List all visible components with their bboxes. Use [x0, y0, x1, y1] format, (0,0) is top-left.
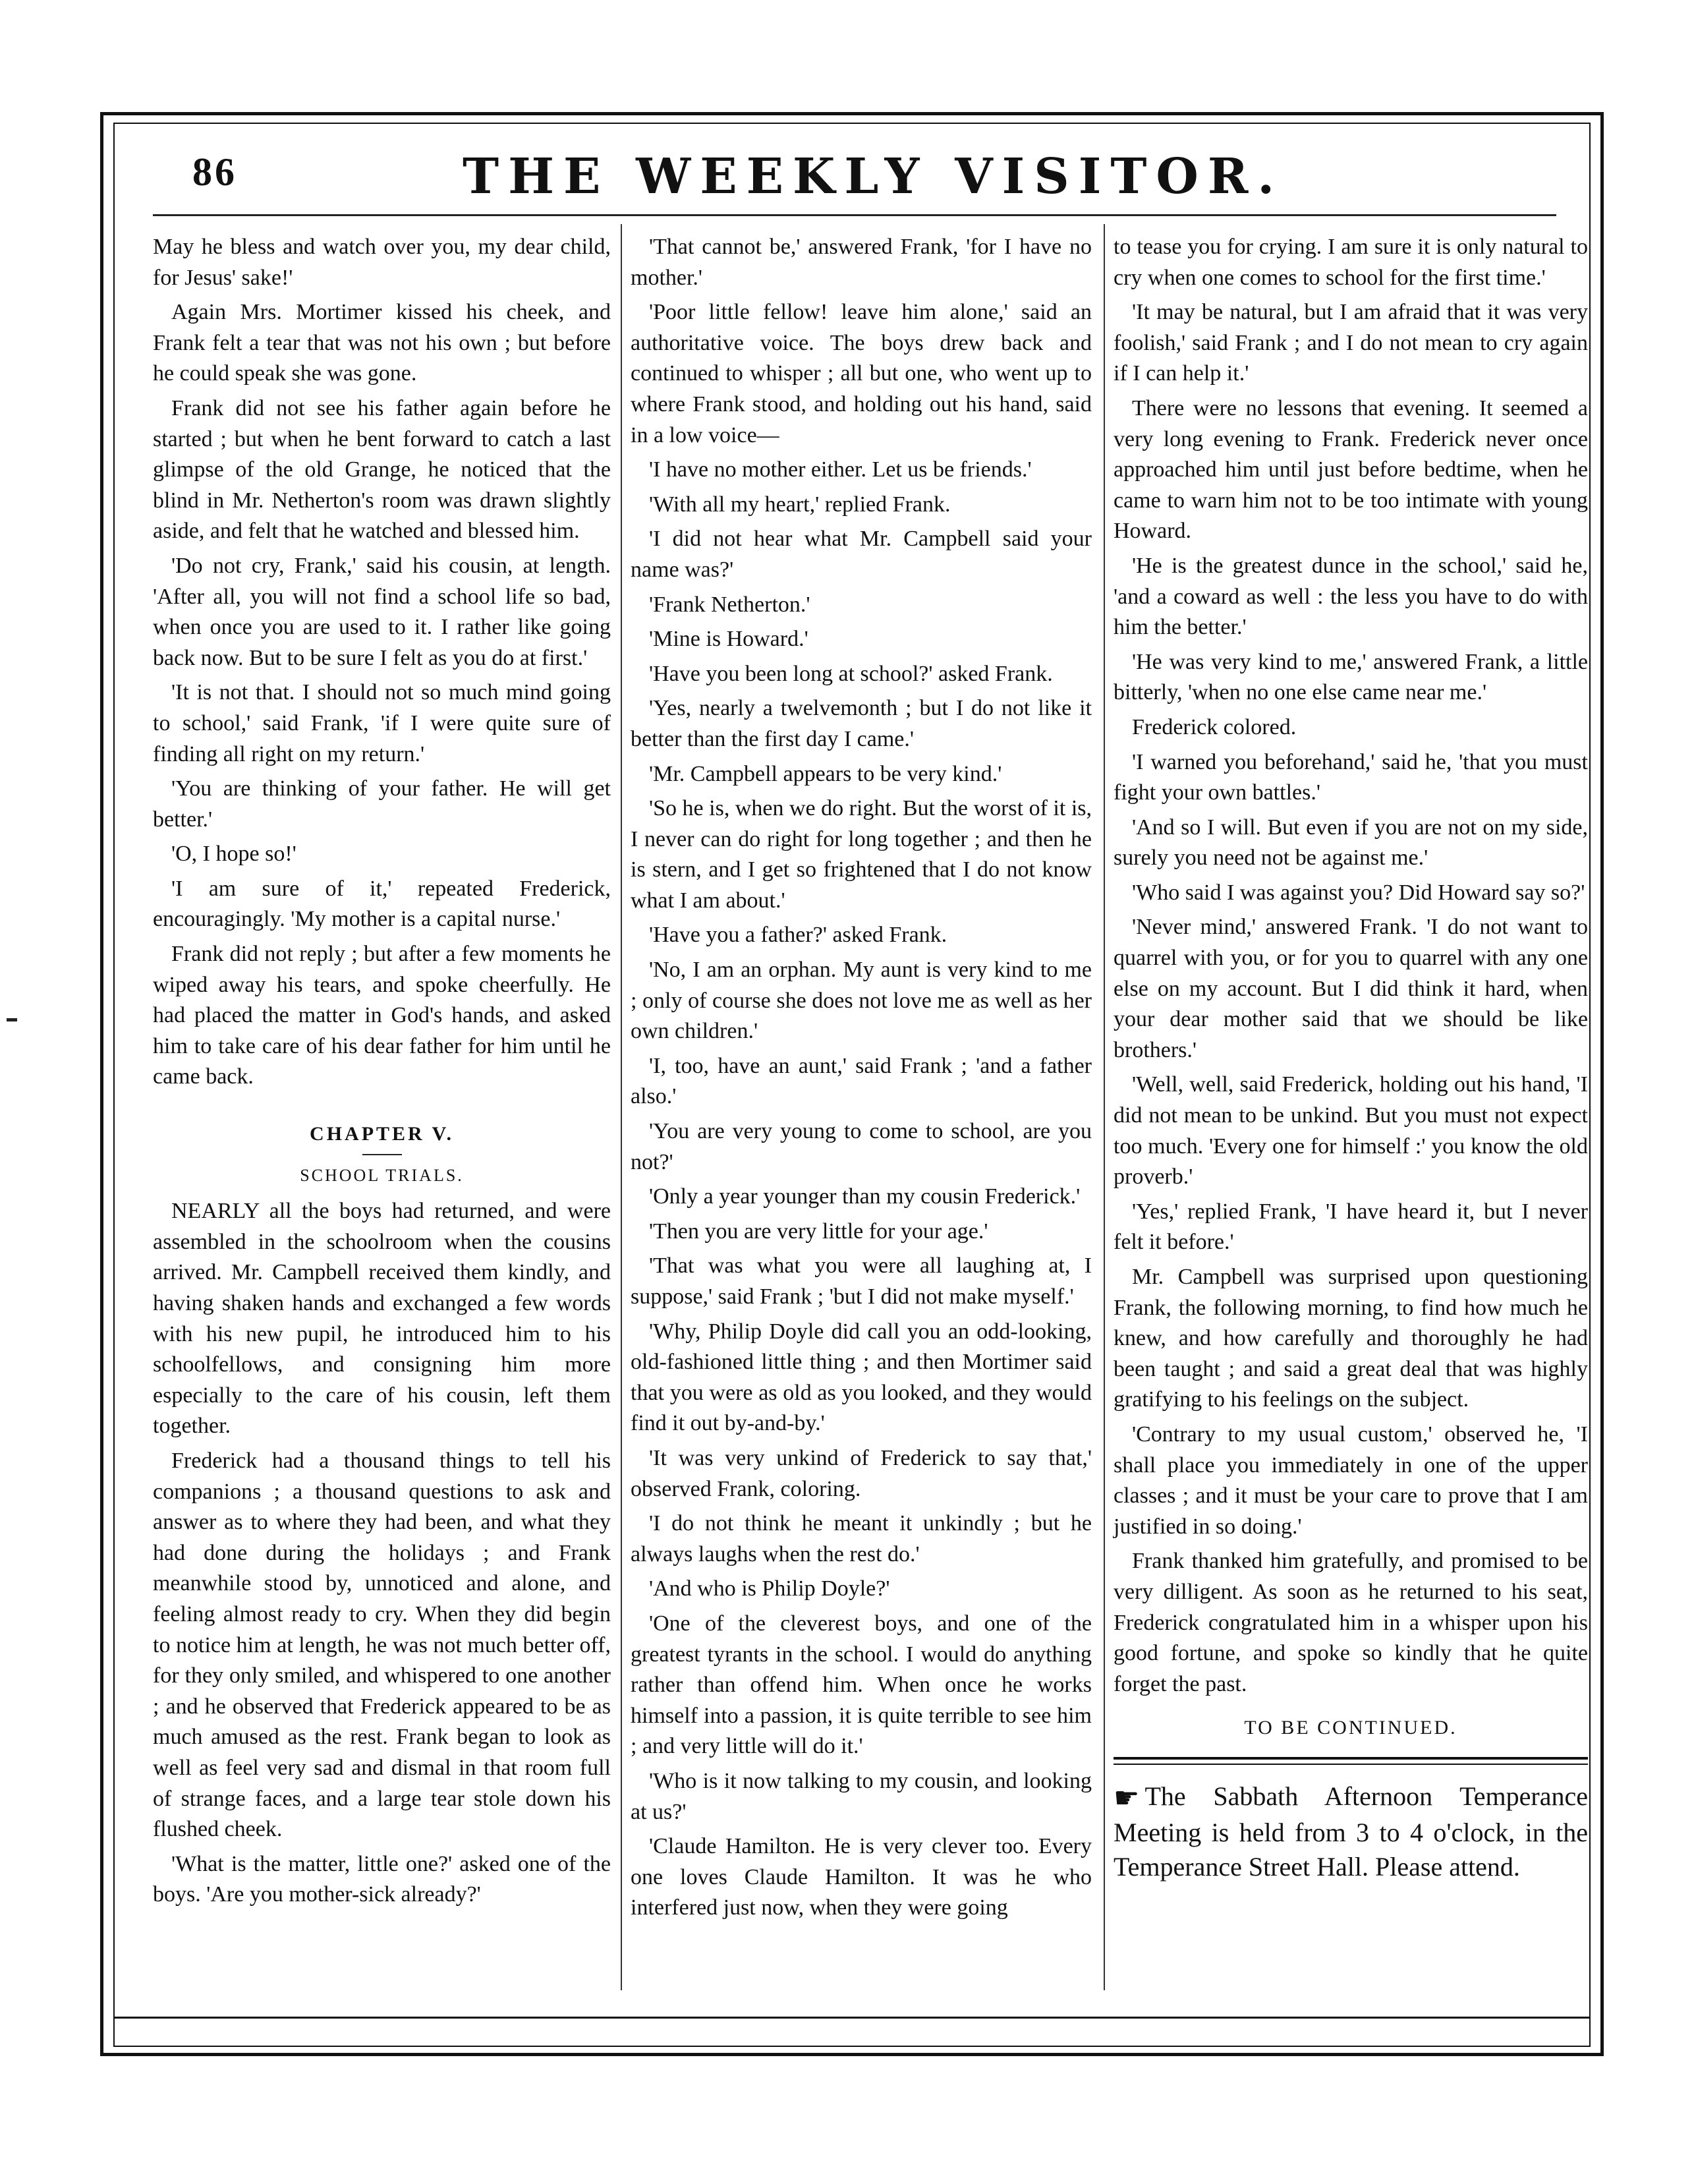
- paragraph: 'Why, Philip Doyle did call you an odd-looking, old-fashioned little thing ; and then Mortimer said that you were as old as you looked, and they would find it out by-and-by.': [631, 1319, 1092, 1436]
- paragraph: 'Well, well, said Frederick, holding out his hand, 'I did not mean to be unkind. But you must not expect too much. 'Every one for himself :' you know the old proverb.': [1114, 1072, 1588, 1190]
- paragraph: Mr. Campbell was surprised upon questioning Frank, the following morning, to find how much he knew, and how carefully and thoroughly he had been taught ; and said a great deal that was highly gratifying to his feelings on the subject.: [1114, 1265, 1588, 1412]
- page-number: 86: [192, 150, 237, 194]
- paragraph: NEARLY all the boys had returned, and were assembled in the schoolroom when the cousins arrived. Mr. Campbell received them kindly, and having shaken hands and exchanged a few words with his new pupil, he introduced him to his schoolfellows, and consigning him more especially to the care of his cousin, left them together.: [153, 1199, 611, 1439]
- paragraph: 'O, I hope so!': [171, 842, 296, 867]
- paragraph: 'Mine is Howard.': [649, 627, 808, 652]
- paragraph: Frederick colored.: [1132, 714, 1297, 739]
- paragraph: 'I am sure of it,' repeated Frederick, encouragingly. 'My mother is a capital nurse.': [153, 876, 611, 932]
- paragraph: 'Do not cry, Frank,' said his cousin, at length. 'After all, you will not find a school life so bad, when once you are used to it. I rather like going back now. But to be sure I felt as you do at first.': [153, 553, 611, 670]
- paragraph: There were no lessons that evening. It seemed a very long evening to Frank. Frederick never once approached him until just before bedtime, when he came to warn him not to be too intimate with young Howard.: [1114, 395, 1588, 544]
- column-1: [153, 232, 611, 1914]
- paragraph: Frederick had a thousand things to tell his companions ; a thousand questions to ask and answer as to where they had been, and what they had done during the holidays ; and Frank meanwhile stood by, unnoticed and alone, and feeling almost ready to cry. When they did begin to notice him at length, he was not much better off, for they only smiled, and whispered to one another ; and he observed that Frederick appeared to be as much amused as the rest. Frank began to look as well as feel very sad and dismal in that room full of strange faces, and a large tear stole down his flushed cheek.: [153, 1448, 611, 1842]
- paragraph: to tease you for crying. I am sure it is only natural to cry when one comes to school for the first time.': [1114, 235, 1588, 290]
- paragraph: 'And so I will. But even if you are not on my side, surely you need not be against me.': [1114, 815, 1588, 871]
- temperance-notice: [1114, 1779, 1588, 1884]
- paragraph: 'With all my heart,' replied Frank.: [649, 492, 951, 517]
- paragraph: 'I have no mother either. Let us be friends.': [649, 457, 1032, 482]
- paragraph: 'So he is, when we do right. But the worst of it is, I never can do right for long together ; and then he is stern, and I get so frightened that I do not know what I am about.': [631, 796, 1092, 913]
- to-be-continued: TO BE CONTINUED.: [1244, 1717, 1457, 1739]
- paragraph: 'Poor little fellow! leave him alone,' said an authoritative voice. The boys drew back and continued to whisper ; all but one, who went up to where Frank stood, and holding out his hand, said in a low voice—: [631, 300, 1092, 447]
- pointing-hand-icon: ☛: [1114, 1781, 1140, 1814]
- chapter-heading: CHAPTER V.: [310, 1123, 454, 1145]
- paragraph: 'One of the cleverest boys, and one of the greatest tyrants in the school. I would do anything rather than offend him. When once he works himself into a passion, it is quite terrible to see him ; and very little will do it.': [631, 1611, 1092, 1759]
- paragraph: Frank did not see his father again before he started ; but when he bent forward to catch a last glimpse of the old Grange, he noticed that the blind in Mr. Netherton's room was drawn slightly aside, and felt that he watched and blessed him.: [153, 395, 611, 544]
- paragraph: 'I, too, have an aunt,' said Frank ; 'and a father also.': [631, 1053, 1092, 1109]
- paragraph: 'It is not that. I should not so much mind going to school,' said Frank, 'if I were quite sure of finding all right on my return.': [153, 680, 611, 766]
- paragraph: 'He is the greatest dunce in the school,' said he, 'and a coward as well : the less you have to do with him the better.': [1114, 553, 1588, 640]
- footer-rule: [113, 2017, 1591, 2019]
- paragraph: 'It was very unkind of Frederick to say that,' observed Frank, coloring.: [631, 1445, 1092, 1501]
- paragraph: 'You are thinking of your father. He will get better.': [153, 776, 611, 832]
- notice-rule: [1114, 1764, 1588, 1765]
- notice-rule: [1114, 1757, 1588, 1760]
- paragraph: 'Who said I was against you? Did Howard say so?': [1132, 880, 1585, 905]
- column-2: [631, 232, 1092, 1928]
- paragraph: 'Claude Hamilton. He is very clever too. Every one loves Claude Hamilton. It was he who interfered just now, when they were going: [631, 1834, 1092, 1920]
- paragraph: Frank did not reply ; but after a few moments he wiped away his tears, and spoke cheerfully. He had placed the matter in God's hands, and asked him to take care of his dear father for him until he came back.: [153, 942, 611, 1089]
- paragraph: 'You are very young to come to school, are you not?': [631, 1119, 1092, 1174]
- paragraph: 'Mr. Campbell appears to be very kind.': [649, 761, 1002, 786]
- paragraph: 'Have you been long at school?' asked Frank.: [649, 661, 1053, 686]
- paragraph: 'It may be natural, but I am afraid that it was very foolish,' said Frank ; and I do not mean to cry again if I can help it.': [1114, 300, 1588, 386]
- paragraph: 'No, I am an orphan. My aunt is very kind to me ; only of course she does not love me as well as her own children.': [631, 958, 1092, 1044]
- column-3: [1114, 232, 1588, 1884]
- notice-text: The Sabbath Afternoon Temperance Meeting is held from 3 to 4 o'clock, in the Temperance Street Hall. Please attend.: [1114, 1781, 1588, 1882]
- page-header: [153, 148, 1556, 208]
- chapter-rule: [362, 1154, 402, 1155]
- paragraph: 'Have you a father?' asked Frank.: [649, 923, 947, 948]
- margin-mark: [7, 1018, 17, 1021]
- paragraph: May he bless and watch over you, my dear child, for Jesus' sake!': [153, 235, 611, 290]
- paragraph: 'Only a year younger than my cousin Frederick.': [649, 1184, 1081, 1209]
- paragraph: 'What is the matter, little one?' asked one of the boys. 'Are you mother-sick already?': [153, 1851, 611, 1907]
- paragraph: 'I do not think he meant it unkindly ; but he always laughs when the rest do.': [631, 1511, 1092, 1566]
- paragraph: 'That was what you were all laughing at, I suppose,' said Frank ; 'but I did not make myself.': [631, 1253, 1092, 1309]
- column-divider: [621, 224, 622, 1990]
- masthead-title: THE WEEKLY VISITOR.: [463, 148, 1284, 205]
- paragraph: 'Contrary to my usual custom,' observed he, 'I shall place you immediately in one of the upper classes ; and it must be your care to prove that I am justified in so doing.': [1114, 1422, 1588, 1539]
- paragraph: 'Yes, nearly a twelvemonth ; but I do not like it better than the first day I came.': [631, 696, 1092, 751]
- paragraph: 'Never mind,' answered Frank. 'I do not want to quarrel with you, or for you to quarrel with any one else on my account. But I did think it hard, when your dear mother said that we should be like brothers.': [1114, 915, 1588, 1062]
- paragraph: 'He was very kind to me,' answered Frank, a little bitterly, 'when no one else came near me.': [1114, 649, 1588, 705]
- paragraph: 'I did not hear what Mr. Campbell said your name was?': [631, 527, 1092, 582]
- paragraph: Frank thanked him gratefully, and promised to be very dilligent. As soon as he returned to his seat, Frederick congratulated him in a whisper upon his good fortune, and spoke so kindly that he quite forget the past.: [1114, 1549, 1588, 1696]
- paragraph: Again Mrs. Mortimer kissed his cheek, and Frank felt a tear that was not his own ; but before he could speak she was gone.: [153, 300, 611, 386]
- paragraph: 'Frank Netherton.': [649, 592, 810, 617]
- paragraph: 'That cannot be,' answered Frank, 'for I have no mother.': [631, 235, 1092, 290]
- paragraph: 'Yes,' replied Frank, 'I have heard it, but I never felt it before.': [1114, 1199, 1588, 1255]
- paragraph: 'And who is Philip Doyle?': [649, 1576, 890, 1601]
- header-rule: [153, 214, 1556, 216]
- chapter-subheading: SCHOOL TRIALS.: [300, 1165, 464, 1185]
- paragraph: 'Then you are very little for your age.': [649, 1219, 988, 1244]
- paragraph: 'I warned you beforehand,' said he, 'that you must fight your own battles.': [1114, 749, 1588, 805]
- paragraph: 'Who is it now talking to my cousin, and looking at us?': [631, 1768, 1092, 1824]
- column-divider: [1104, 224, 1105, 1990]
